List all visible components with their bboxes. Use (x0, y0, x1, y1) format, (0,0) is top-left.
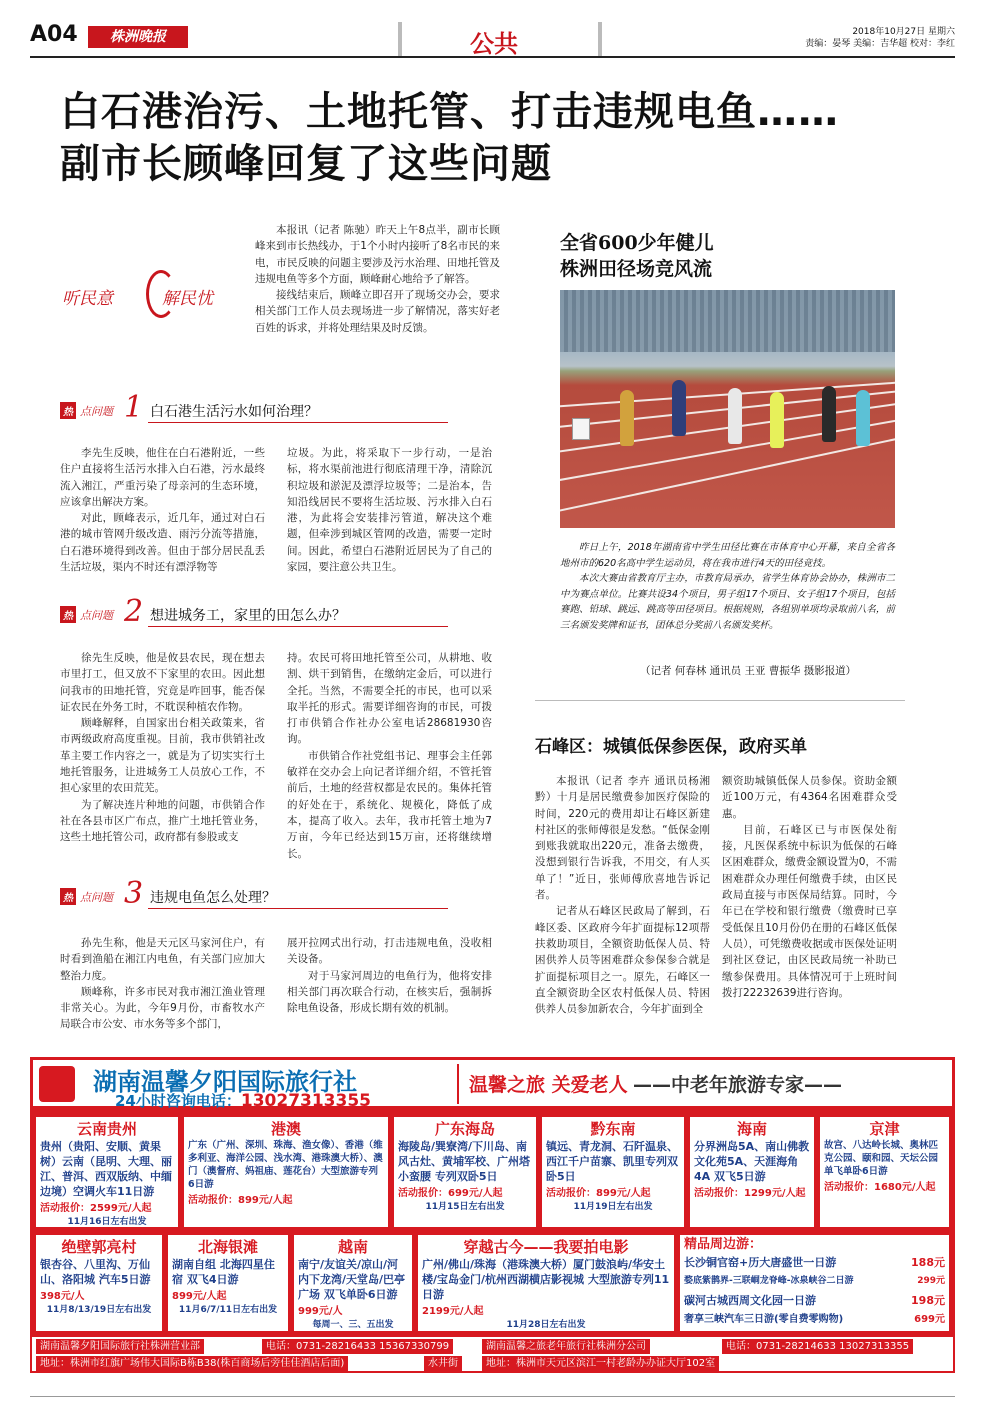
paragraph: 目前，石峰区已与市医保处衔接，凡医保系统中标识为低保的石峰区困难群众，缴费金额设置为0，不需困难群众办理任何缴费手续，由区民政局直接与市医保局结算。同时，今年已在学校和银行缴费（缴费时已享受低保且10月份仍在册的石峰区低保人员），可凭缴费收据或市医保处证明到社区登记，由区民政局统一补助已缴参保费用。具体情况可于上班时间拨打22232639进行咨询。 (722, 823, 897, 999)
badge-tail: 点问题 (80, 609, 113, 622)
tour-body: 镇远、青龙洞、石阡温泉、西江千户苗寨、凯里专列双卧5日 (546, 1140, 678, 1183)
paragraph: 对于马家河周边的电鱼行为，他将安排相关部门再次联合行动，在核实后，强制拆除电鱼设备，形成长期有效的机制。 (287, 969, 492, 1015)
tour-cell (292, 1233, 414, 1333)
tour-body: 贵州（贵阳、安顺、黄果树）云南（昆明、大理、丽江、普洱、西双版纳、中缅边境）空调火车11日游 (40, 1140, 172, 1198)
local-tours-title: 精品周边游： (684, 1237, 763, 1252)
tour-date: 11月6/7/11日左右出发 (178, 1305, 278, 1315)
tour-cell (392, 1115, 538, 1229)
article-column (287, 445, 492, 575)
tour-title: 越南 (337, 1238, 368, 1256)
tour-body: 海陵岛/巽寮湾/下川岛、南风古灶、黄埔军校、广州塔小蛮腰 专列双卧5日 (398, 1140, 530, 1183)
question-number: 2 (124, 594, 144, 629)
lane-marker (572, 418, 590, 440)
dateline (805, 26, 955, 50)
paragraph: 孙先生称，他是天元区马家河住户，有时看到渔船在湘江内电鱼，有关部门应加大整治力度。 (60, 937, 265, 982)
photo-credit: （记者 何春林 通讯员 王亚 曹振华 摄影报道） (640, 665, 857, 677)
hotline-number: 13027313355 (240, 1091, 371, 1111)
stadium-stand (560, 290, 895, 352)
title-line: 株洲田径场竞风流 (560, 258, 713, 280)
local-tour-item (684, 1291, 945, 1310)
article-column (60, 935, 265, 1033)
runner (620, 390, 634, 446)
tour-title: 广东海岛 (434, 1120, 495, 1138)
question-heading (60, 390, 500, 426)
title-line: 全省600少年健儿 (560, 232, 714, 254)
tour-title: 云南贵州 (76, 1120, 137, 1138)
branch-address: 地址：株洲市红旗广场伟大国际B栋B38(株百商场后旁佳佳酒店后面) (36, 1356, 348, 1371)
divider (148, 422, 448, 423)
tour-cell (34, 1115, 180, 1229)
branch-phone: 电话：0731-28214633 13027313355 (722, 1339, 913, 1354)
local-tour-name: 婺底紫鹊界-三联峒龙脊峰-冰泉峡谷二日游 (684, 1276, 854, 1286)
tour-price: 活动报价：899元/人起 (188, 1195, 293, 1206)
tour-body: 广东（广州、深圳、珠海、渔女像）、香港（维多利亚、海洋公园、浅水湾、港珠澳大桥）、澳门（澳督府、妈祖庙、莲花台）大型旅游专列6日游 (188, 1140, 383, 1190)
tour-title: 港澳 (270, 1120, 301, 1138)
tour-body: 故宫、八达岭长城、奥林匹克公园、颐和园、天坛公园 单飞单卧6日游 (824, 1140, 939, 1177)
hotline-label: 24小时咨询电话： (115, 1092, 241, 1110)
tour-body: 银杏谷、八里沟、万仙山、洛阳城 汽车5日游 (40, 1258, 151, 1286)
page-bottom-rule (30, 1396, 955, 1397)
page-header (30, 22, 955, 58)
local-tour-price: 299元 (917, 1276, 945, 1286)
tour-date: 11月28日左右出发 (506, 1320, 586, 1330)
local-tours (678, 1233, 951, 1333)
runner (856, 390, 870, 446)
paragraph: 对此，顾峰表示，近几年，通过对白石港的城市管网升级改造、雨污分流等措施，白石港环境得到改善。但由于部分居民乱丢生活垃圾，渠内不时还有漂浮物等 (60, 512, 265, 574)
page-number: A04 (30, 22, 78, 47)
article-column (287, 650, 492, 862)
tour-date: 每周一、三、五出发 (312, 1320, 394, 1330)
tour-body: 湖南自组 北海四星住宿 双飞4日游 (172, 1258, 275, 1286)
tour-cell (688, 1115, 816, 1229)
question-heading (60, 594, 500, 630)
story-title: 石峰区：城镇低保参医保，政府买单 (535, 737, 807, 757)
tour-body: 广州/佛山/珠海（港珠澳大桥）厦门鼓浪屿/华安土楼/宝岛金门/杭州西湖横店影视城 大型旅游专列11日游 (422, 1258, 670, 1301)
local-tour-name: 奢享三峡汽车三日游(零自费零购物) (684, 1314, 844, 1325)
article-column (535, 773, 710, 1017)
question-number: 3 (124, 876, 144, 911)
ad-slogan: 温馨之旅 关爱老人 (469, 1074, 628, 1096)
tour-title: 北海银滩 (197, 1238, 258, 1256)
divider (598, 22, 602, 56)
caption-paragraph: 昨日上午，2018年湖南省中学生田径比赛在市体育中心开幕，来自全省各地州市的620名高中学生运动员，将在我市进行4天的田径竞技。 (560, 542, 895, 569)
local-tour-name: 长沙铜官窑+历大唐盛世一日游 (684, 1256, 837, 1269)
intro (255, 222, 500, 336)
tour-price: 活动报价：899元/人起 (546, 1188, 651, 1199)
question-title: 白石港生活污水如何治理？ (150, 404, 318, 420)
paragraph: 本报讯（记者 陈驰）昨天上午8点半，副市长顾峰来到市长热线办，于1个小时内接听了8名市民的来电，市民反映的问题主要涉及污水治理、田地托管及违规电鱼等多个方面，顾峰耐心地给予了解答。 (255, 224, 500, 285)
local-tour-price: 198元 (911, 1294, 945, 1307)
tour-cell (166, 1233, 290, 1333)
runner (672, 380, 686, 436)
hot-badge: 热 (60, 606, 76, 623)
local-tour-item (684, 1272, 945, 1291)
headline-line: 副市长顾峰回复了这些问题 (60, 141, 552, 187)
column-logo (62, 262, 232, 332)
logo-text-left: 听民意 (62, 289, 113, 309)
tour-price: 活动报价：2599元/人起 (40, 1203, 152, 1214)
paragraph: 持。农民可将田地托管至公司，从耕地、收割、烘干到销售，在缴纳定金后，可以进行全托。当然，不需要全托的市民，也可以采取半托的形式。需要详细咨询的市民，可拨打市供销合作社办公室电话28681930咨询。 (287, 652, 492, 746)
ad-footer (30, 1335, 955, 1373)
landmark: 水井街 (424, 1356, 462, 1371)
divider (457, 1064, 459, 1104)
tour-cell (34, 1233, 164, 1333)
track-race-photo (560, 290, 895, 528)
paragraph: 顾峰称，许多市民对我市湘江渔业管理非常关心。为此，今年9月份，市畜牧水产局联合市公安、市水务等多个部门， (60, 985, 265, 1031)
paragraph: 额资助城镇低保人员参保。资助金额近100万元，有4364名困难群众受惠。 (722, 775, 897, 820)
section-title: 公共 (470, 29, 518, 58)
article-column (60, 445, 265, 575)
caption-paragraph: 本次大赛由省教育厅主办，市教育局承办，省学生体育协会协办，株洲市二中为赛点单位。比赛共设34个项目，男子组17个项目、女子组17个项目，包括赛跑、铅球、跳远、跳高等田径项目。根据规则，各组别单项均录取前八名，前三名颁发奖牌和证书，团体总分奖前八名颁发奖杯。 (560, 573, 895, 631)
tour-cell (818, 1115, 951, 1229)
ad-slogan-secondary: ——中老年旅游专家—— (633, 1074, 843, 1096)
question-title: 违规电鱼怎么处理？ (150, 890, 276, 906)
tour-title: 海南 (736, 1120, 767, 1138)
local-tour-price: 188元 (911, 1256, 945, 1269)
divider (398, 22, 402, 56)
local-tour-item (684, 1310, 945, 1329)
date: 2018年10月27日 星期六 (852, 27, 955, 37)
local-tour-price: 699元 (914, 1314, 945, 1325)
tour-date: 11月19日左右出发 (573, 1202, 653, 1212)
question-heading (60, 876, 500, 912)
hotline (115, 1090, 371, 1111)
paragraph: 记者从石峰区民政局了解到，石峰区委、区政府今年扩面提标12项帮扶救助项目，全额资助低保人员、特困供养人员等困难群众参保参合就是扩面提标项目之一。原先，石峰区一直全额资助全区农村低保人员、特困供养人员参加新农合，今年扩面到全 (535, 905, 710, 1016)
tour-price: 活动报价：699元/人起 (398, 1188, 503, 1199)
paragraph: 接线结束后，顾峰立即召开了现场交办会，要求相关部门工作人员去现场进一步了解情况，落实好老百姓的诉求，并将处理结果及时反馈。 (255, 289, 500, 334)
branch-name: 湖南温馨之旅老年旅行社株洲分公司 (482, 1339, 650, 1354)
local-tour-name: 碳河古城西周文化园一日游 (684, 1294, 816, 1307)
tour-title: 穿越古今——我要拍电影 (463, 1238, 629, 1256)
paragraph: 李先生反映，他住在白石港附近，一些住户直接将生活污水排入白石港，污水最终流入湘江，严重污染了母亲河的生态环境，应该拿出解决方案。 (60, 447, 265, 508)
article-column (722, 773, 897, 1001)
divider (148, 626, 448, 627)
question-number: 1 (124, 390, 144, 425)
tour-cell (416, 1233, 676, 1333)
paragraph: 为了解决连片种地的问题，市供销合作社在各县市区广布点，推广土地托管业务，这些土地托管公司，政府都有参股或支 (60, 798, 265, 844)
badge-tail: 点问题 (80, 891, 113, 904)
tour-title: 绝壁郭亮村 (61, 1238, 137, 1256)
branch-name: 湖南温馨夕阳国际旅行社株洲营业部 (36, 1339, 204, 1354)
tour-price: 899元/人起 (172, 1291, 227, 1302)
tour-date: 11月8/13/19日左右出发 (46, 1305, 152, 1315)
local-tour-item (684, 1253, 945, 1272)
photo-caption (560, 540, 895, 633)
tour-cell (540, 1115, 686, 1229)
agency-logo-icon (39, 1066, 75, 1102)
logo-text-right: 解民忧 (162, 289, 213, 309)
hot-badge: 热 (60, 402, 76, 419)
branch-address: 地址：株洲市天元区滨江一村老龄办办证大厅102室 (482, 1356, 719, 1371)
paragraph: 市供销合作社党组书记、理事会主任郭敏祥在交办会上向记者详细介绍，不管托管前后，土地的经营权都是农民的。集体托管的好处在于，系统化、规模化，降低了成本，提高了收入。去年，我市托管土地为7万亩，今年已经达到15万亩，还将继续增长。 (287, 749, 492, 860)
editors: 责编：晏琴 美编：吉华超 校对：李红 (805, 39, 955, 49)
agency-name: 湖南温馨夕阳国际旅行社 (93, 1068, 357, 1096)
travel-advertisement (30, 1057, 955, 1373)
badge-tail: 点问题 (80, 405, 113, 418)
tour-price: 398元/人 (40, 1291, 85, 1302)
tour-body: 南宁/友谊关/凉山/河内下龙湾/天堂岛/巴亭广场 双飞单卧6日游 (298, 1258, 406, 1301)
paragraph: 本报讯（记者 李卉 通讯员杨湘黔）十月是居民缴费参加医疗保险的时间，220元的费用却让石峰区新建村社区的张师傅很是发愁。“低保金刚到账我就取出220元，准备去缴费，没想到银行告诉我，不用交，有人买单了！”近日，张师傅欣喜地告诉记者。 (535, 775, 710, 902)
runner (822, 386, 836, 442)
tour-title: 京津 (869, 1120, 900, 1138)
runner (728, 388, 742, 444)
paragraph: 徐先生反映，他是攸县农民，现在想去市里打工，但又放不下家里的农田。因此想问我市的田地托管，究竟是咋回事，能否保证农民在外务工时，不耽误种植农作物。 (60, 652, 265, 713)
tour-price: 活动报价：1680元/人起 (824, 1182, 936, 1193)
ad-banner (30, 1057, 955, 1109)
article-column (60, 650, 265, 846)
divider (148, 908, 448, 909)
paragraph: 垃圾。为此，将采取下一步行动，一是治标，将水渠前池进行彻底清理干净，清除沉积垃圾和淤泥及漂浮垃圾等；二是治本，告知沿线居民不要将生活垃圾、污水排入白石港，为此将会安装排污管道，解决这个难题，但牵涉到城区管网的改造，需要一定时间。因此，希望白石港附近居民为了自己的家园，要注意公共卫生。 (287, 447, 492, 574)
headline (60, 86, 839, 190)
tour-price: 活动报价：1299元/人起 (694, 1188, 806, 1199)
paragraph: 顾峰解释，自国家出台相关政策来，省市两级政府高度重视。目前，我市供销社改革主要工作内容之一，就是为了切实实行土地托管服务，让进城务工人员放心工作，不担心家里的农田荒芜。 (60, 717, 265, 795)
tour-price: 2199元/人起 (422, 1306, 484, 1317)
paragraph: 展开拉网式出行动，打击违规电鱼，没收相关设备。 (287, 937, 492, 966)
photo-story-title (560, 230, 714, 282)
tour-price: 999元/人 (298, 1306, 343, 1317)
branch-phone: 电话：0731-28216433 15367330799 (262, 1339, 453, 1354)
tour-date: 11月16日左右出发 (67, 1217, 147, 1227)
question-title: 想进城务工，家里的田怎么办？ (150, 608, 346, 624)
hot-badge: 热 (60, 888, 76, 905)
headline-line: 白石港治污、土地托管、打击违规电鱼…… (60, 89, 839, 135)
tour-body: 分界洲岛5A、南山佛教文化苑5A、天涯海角4A 双飞5日游 (694, 1140, 810, 1183)
tour-cell (182, 1115, 390, 1229)
tour-title: 黔东南 (590, 1120, 636, 1138)
runner (770, 392, 784, 448)
divider (535, 700, 905, 701)
masthead-logo: 株洲晚报 (88, 26, 188, 48)
tour-date: 11月15日左右出发 (425, 1202, 505, 1212)
article-column (287, 935, 492, 1016)
